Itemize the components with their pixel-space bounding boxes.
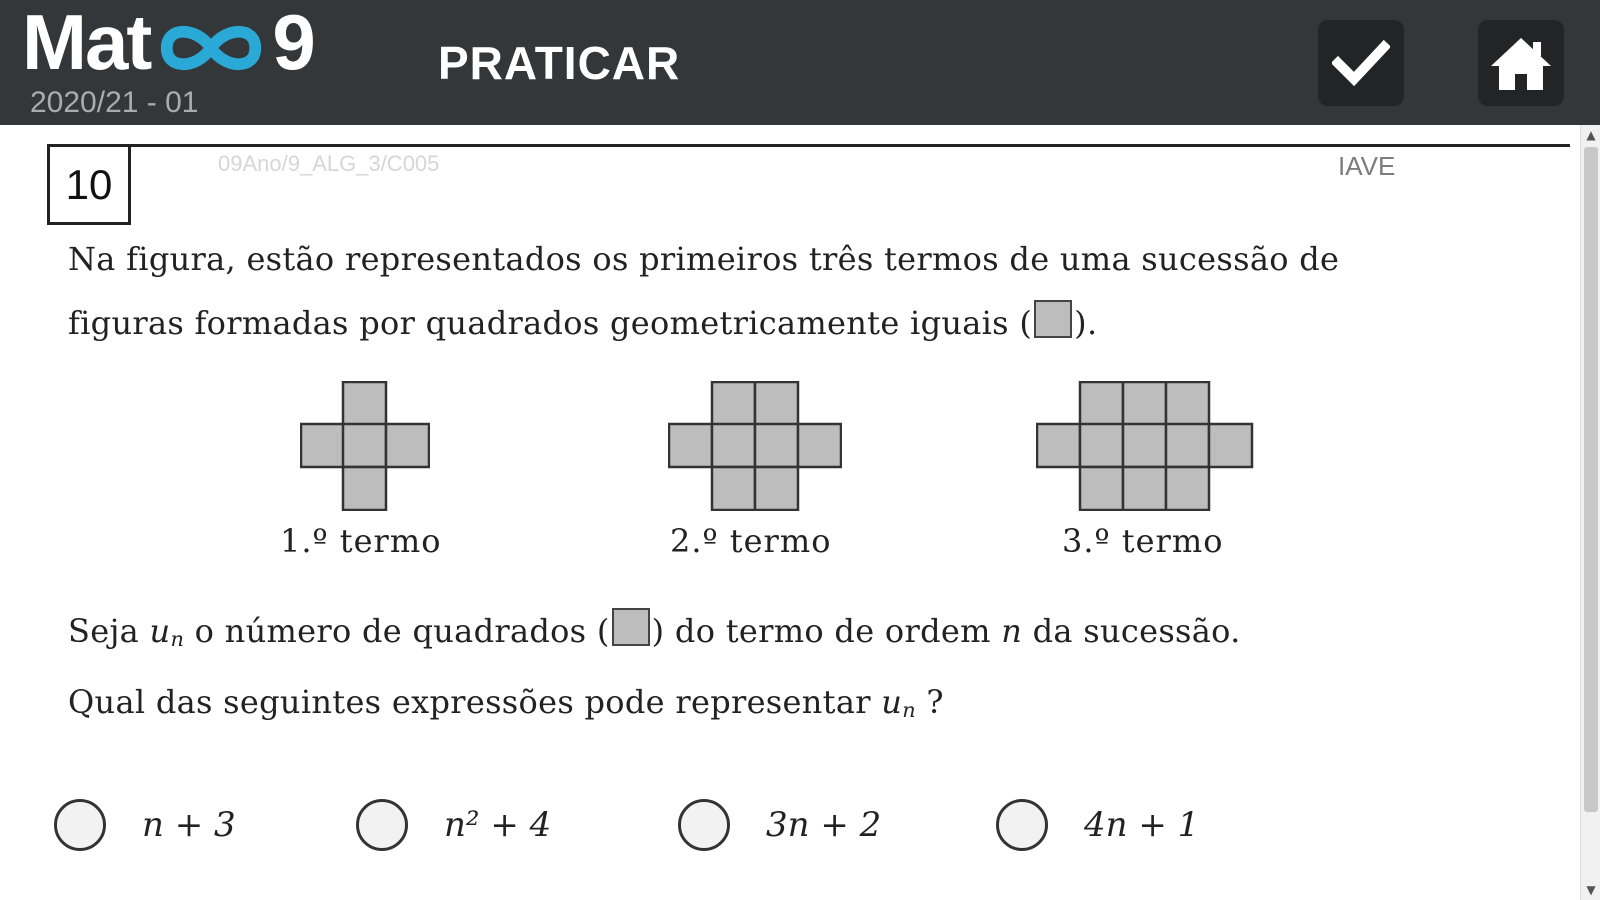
option-b[interactable]	[356, 797, 551, 853]
question-number: 10	[47, 144, 131, 225]
infinity-icon	[152, 18, 270, 78]
home-button[interactable]	[1478, 20, 1564, 106]
var-u-n: $u_n$	[881, 683, 916, 723]
def-text: Seja	[68, 612, 150, 650]
question-definition	[68, 608, 1241, 651]
figure-term-2	[668, 381, 842, 511]
check-icon	[1332, 39, 1390, 87]
option-label: n + 3	[142, 805, 236, 845]
option-label: 3n + 2	[766, 805, 882, 845]
season-label: 2020/21 - 01	[30, 86, 199, 119]
option-c[interactable]	[678, 797, 881, 853]
def-text-end: da sucessão.	[1022, 612, 1241, 650]
question-prompt	[68, 683, 944, 722]
figure-term-1	[300, 381, 430, 511]
square-icon	[612, 608, 650, 646]
var-u-n: $u_n$	[149, 612, 185, 652]
scrollbar-thumb[interactable]	[1584, 147, 1598, 812]
page-title: PRATICAR	[438, 37, 681, 89]
def-text-mid: o número de quadrados (	[184, 612, 610, 650]
def-text-after: ) do termo de ordem	[651, 612, 1002, 650]
radio-button[interactable]	[356, 799, 408, 851]
scroll-up-arrow-icon[interactable]: ▲	[1586, 128, 1596, 142]
figure-term-3	[1036, 381, 1254, 511]
option-d[interactable]	[996, 797, 1199, 853]
app-header	[0, 0, 1600, 125]
scrollbar[interactable]	[1580, 125, 1600, 900]
prompt-text-end: ?	[915, 683, 944, 721]
square-icon	[1034, 300, 1072, 338]
home-icon	[1489, 34, 1553, 92]
radio-button[interactable]	[996, 799, 1048, 851]
question-code: 09Ano/9_ALG_3/C005	[218, 151, 440, 176]
logo-text-left: Mat	[22, 0, 151, 86]
var-n: n	[1001, 612, 1023, 650]
scroll-down-arrow-icon[interactable]: ▼	[1586, 883, 1596, 897]
radio-button[interactable]	[678, 799, 730, 851]
logo-text-right: 9	[272, 0, 314, 86]
term-label-1: 1.º termo	[280, 522, 442, 560]
question-source: IAVE	[1338, 151, 1396, 181]
intro-text: figuras formadas por quadrados geometricamente iguais (	[68, 304, 1033, 342]
question-intro-line2	[68, 300, 1097, 342]
question-intro-line1: Na figura, estão representados os primeiros três termos de uma sucessão de	[68, 240, 1340, 278]
question-content	[0, 125, 1580, 900]
radio-button[interactable]	[54, 799, 106, 851]
option-label: 4n + 1	[1084, 805, 1200, 845]
check-button[interactable]	[1318, 20, 1404, 106]
option-a[interactable]	[54, 797, 236, 853]
intro-text-end: ).	[1074, 304, 1098, 342]
term-label-3: 3.º termo	[1062, 522, 1224, 560]
logo	[22, 0, 314, 86]
prompt-text: Qual das seguintes expressões pode representar	[68, 683, 882, 721]
term-label-2: 2.º termo	[670, 522, 832, 560]
option-label: n² + 4	[444, 805, 552, 845]
divider	[48, 144, 1570, 147]
